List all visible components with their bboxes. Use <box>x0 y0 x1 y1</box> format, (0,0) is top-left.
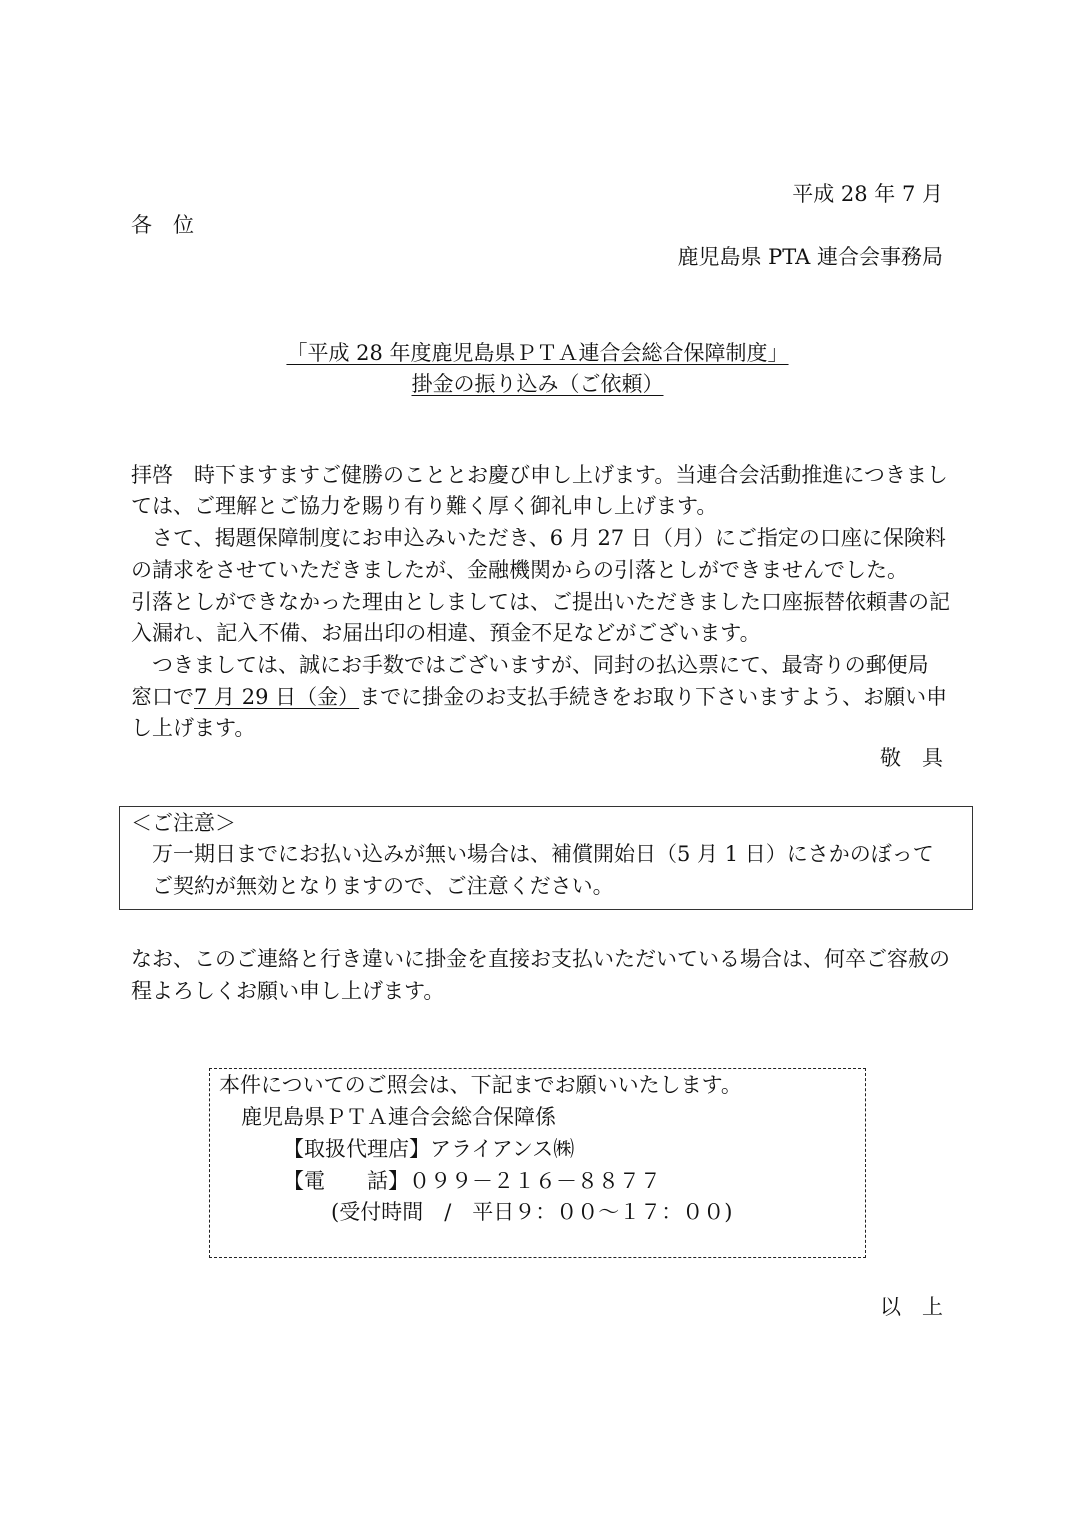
note-line: なお、このご連絡と行き違いに掛金を直接お支払いただいている場合は、何卒ご容赦の <box>131 947 950 971</box>
body-text: 窓口で <box>131 685 194 709</box>
contact-org: 鹿児島県ＰＴＡ連合会総合保障係 <box>241 1105 556 1129</box>
contact-hours: (受付時間 / 平日９：００～１７：００) <box>331 1200 733 1224</box>
body-line: 拝啓 時下ますますご健勝のこととお慶び申し上げます。当連合会活動推進につきまし <box>131 463 948 487</box>
body-line: 引落としができなかった理由としましては、ご提出いただきました口座振替依頼書の記 <box>131 590 950 614</box>
note-line: 程よろしくお願い申し上げます。 <box>131 979 445 1003</box>
closing-ijou: 以 上 <box>880 1295 943 1319</box>
body-line: の請求をさせていただきましたが、金融機関からの引落としができませんでした。 <box>131 558 908 582</box>
body-line: し上げます。 <box>131 716 256 740</box>
body-text: までに掛金のお支払手続きをお取り下さいますよう、お願い申 <box>359 685 948 709</box>
sender: 鹿児島県 PTA 連合会事務局 <box>677 245 943 269</box>
notice-heading: ＜ご注意＞ <box>131 811 236 835</box>
closing-keigu: 敬 具 <box>880 746 943 770</box>
recipient: 各 位 <box>131 213 194 237</box>
contact-phone: 【電 話】０９９－２１６－８８７７ <box>283 1169 661 1193</box>
notice-line: 万一期日までにお払い込みが無い場合は、補償開始日（5 月 1 日）にさかのぼって <box>152 842 934 866</box>
title-line-2: 掛金の振り込み（ご依頼） <box>411 372 664 396</box>
body-line-deadline <box>131 683 947 711</box>
body-line: ては、ご理解とご協力を賜り有り難く厚く御礼申し上げます。 <box>131 494 718 518</box>
body-line: つきましては、誠にお手数ではございますが、同封の払込票にて、最寄りの郵便局 <box>131 653 929 677</box>
contact-intro: 本件についてのご照会は、下記までお願いいたします。 <box>219 1073 742 1097</box>
payment-deadline: 7 月 29 日（金） <box>194 685 360 709</box>
document-date: 平成 28 年 7 月 <box>792 182 943 206</box>
notice-line: ご契約が無効となりますので、ご注意ください。 <box>152 874 614 898</box>
body-line: 入漏れ、記入不備、お届出印の相違、預金不足などがございます。 <box>131 621 761 645</box>
title-line-1: 「平成 28 年度鹿児島県ＰＴＡ連合会総合保障制度」 <box>286 341 789 365</box>
body-line: さて、掲題保障制度にお申込みいただき、6 月 27 日（月）にご指定の口座に保険料 <box>131 526 946 550</box>
contact-agent: 【取扱代理店】アライアンス㈱ <box>283 1137 575 1161</box>
